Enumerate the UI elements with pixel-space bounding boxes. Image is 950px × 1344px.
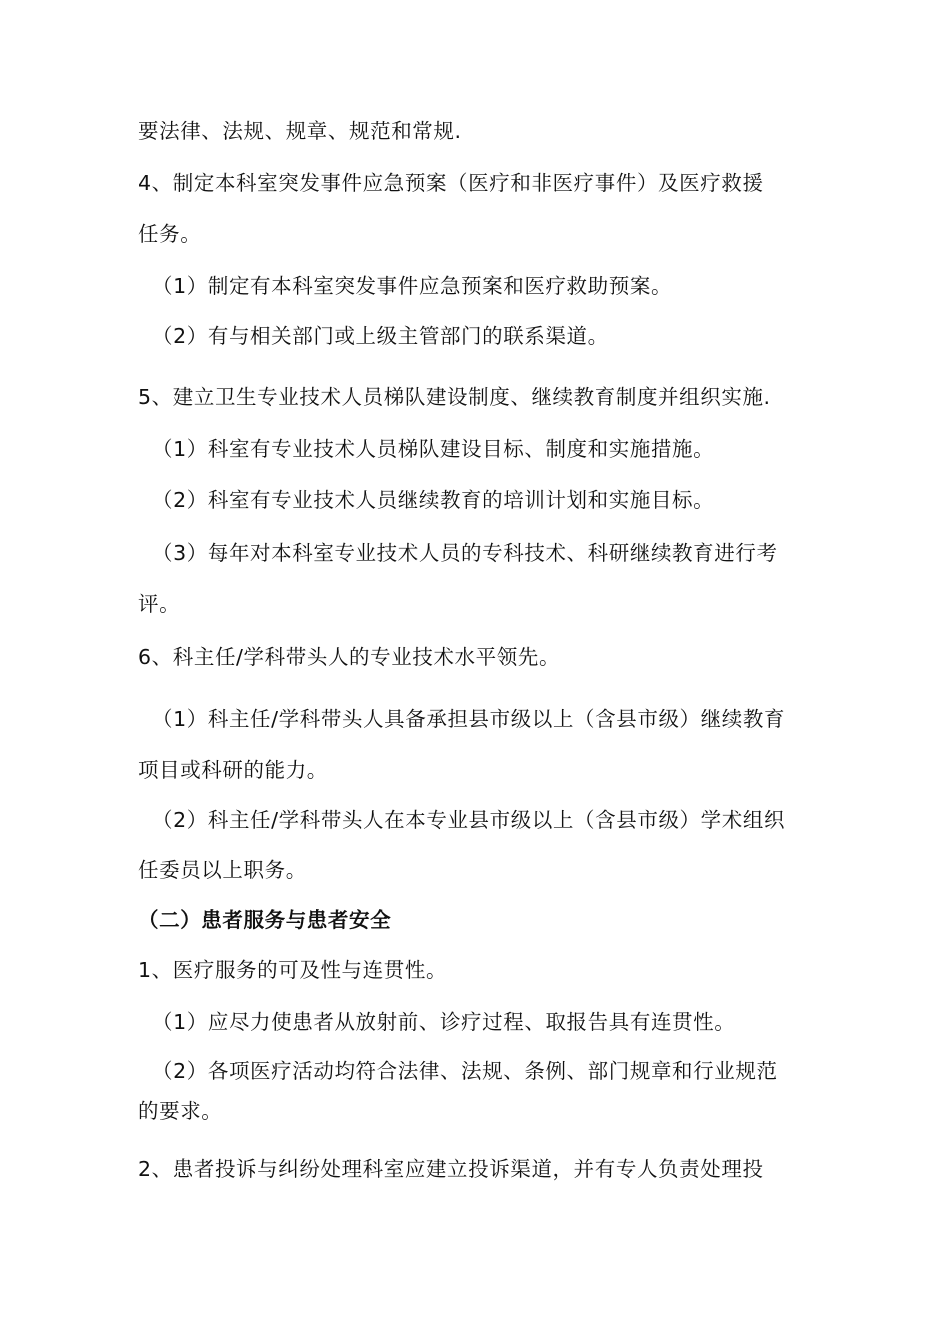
item-4-sub-1: （1）制定有本科室突发事件应急预案和医疗救助预案。: [152, 274, 673, 298]
item-6-sub-2: （2）科主任/学科带头人在本专业县市级以上（含县市级）学术组织: [152, 808, 786, 832]
item-6-sub-1-continuation: 项目或科研的能力。: [138, 758, 328, 782]
item-5-sub-3: （3）每年对本科室专业技术人员的专科技术、科研继续教育进行考: [152, 541, 778, 565]
item-5-sub-3-continuation: 评。: [138, 592, 181, 616]
item-1-sub-2-continuation: 的要求。: [138, 1099, 223, 1123]
item-4-continuation: 任务。: [138, 222, 202, 246]
item-2-heading: 2、患者投诉与纠纷处理科室应建立投诉渠道，并有专人负责处理投: [138, 1157, 764, 1181]
item-5-heading: 5、建立卫生专业技术人员梯队建设制度、继续教育制度并组织实施.: [138, 385, 771, 409]
item-6-sub-2-continuation: 任委员以上职务。: [138, 858, 307, 882]
item-5-sub-2: （2）科室有专业技术人员继续教育的培训计划和实施目标。: [152, 488, 715, 512]
item-4-heading: 4、制定本科室突发事件应急预案（医疗和非医疗事件）及医疗救援: [138, 171, 764, 195]
item-1-sub-1: （1）应尽力使患者从放射前、诊疗过程、取报告具有连贯性。: [152, 1010, 736, 1034]
item-1-heading: 1、医疗服务的可及性与连贯性。: [138, 958, 448, 982]
item-1-sub-2: （2）各项医疗活动均符合法律、法规、条例、部门规章和行业规范: [152, 1059, 778, 1083]
item-5-sub-1: （1）科室有专业技术人员梯队建设目标、制度和实施措施。: [152, 437, 715, 461]
item-4-sub-2: （2）有与相关部门或上级主管部门的联系渠道。: [152, 324, 609, 348]
item-6-sub-1: （1）科主任/学科带头人具备承担县市级以上（含县市级）继续教育: [152, 707, 786, 731]
item-6-heading: 6、科主任/学科带头人的专业技术水平领先。: [138, 645, 561, 669]
paragraph-continuation: 要法律、法规、规章、规范和常规.: [138, 119, 462, 143]
section-heading-patient-service: （二）患者服务与患者安全: [138, 908, 392, 932]
